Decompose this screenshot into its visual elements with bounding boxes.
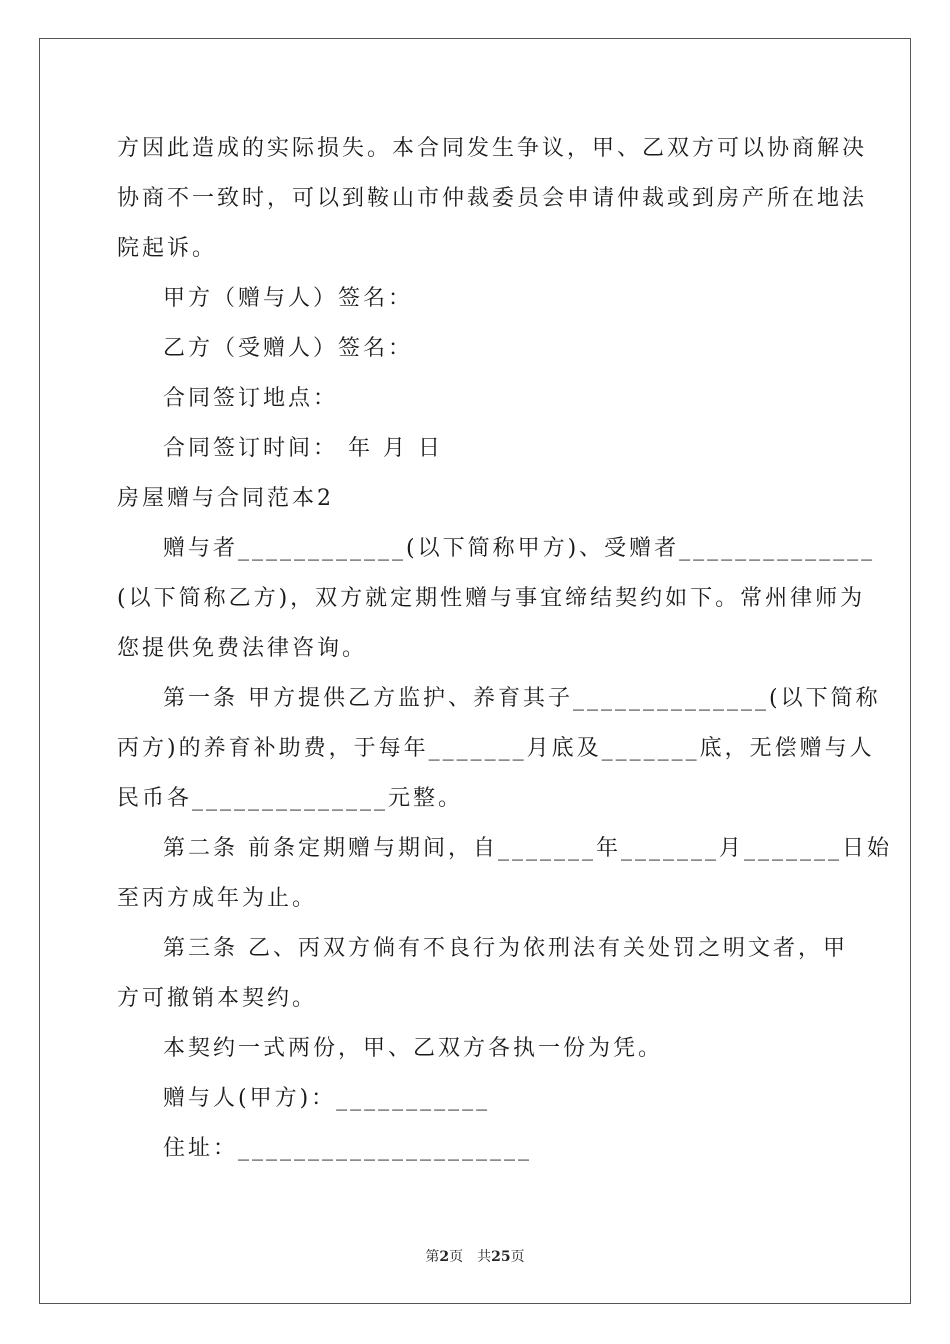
article-3-line: 方可撤销本契约。: [117, 986, 318, 1011]
paragraph-line: 协商不一致时，可以到鞍山市仲裁委员会申请仲裁或到房产所在地法: [117, 186, 868, 211]
paragraph-line: 方因此造成的实际损失。本合同发生争议，甲、乙双方可以协商解决: [117, 136, 868, 161]
copies-line: 本契约一式两份，甲、乙双方各执一份为凭。: [163, 1036, 664, 1061]
document-body: [117, 124, 892, 1174]
paragraph-line: 您提供免费法律咨询。: [117, 636, 368, 661]
article-1-line: 丙方)的养育补助费，于每年_______月底及_______底，无偿赠与人: [117, 736, 875, 761]
article-1-line: 民币各______________元整。: [117, 786, 464, 811]
paragraph-line: 院起诉。: [117, 236, 218, 261]
page-prefix: 第: [425, 1249, 440, 1265]
page-mid: 页 共: [449, 1249, 492, 1265]
page-total: 25: [491, 1249, 511, 1265]
page-footer: [0, 1246, 950, 1266]
section-title: 房屋赠与合同范本2: [117, 486, 334, 511]
paragraph-line: (以下简称乙方)，双方就定期性赠与事宜缔结契约如下。常州律师为: [117, 586, 866, 611]
paragraph-line: 赠与者____________(以下简称甲方)、受赠者______________: [163, 536, 876, 561]
contract-date-line: 合同签订时间： 年 月 日: [163, 436, 443, 461]
signature-line-party-a: 甲方（赠与人）签名：: [163, 286, 414, 311]
signature-line-party-b: 乙方（受赠人）签名：: [163, 336, 414, 361]
donor-signature-line: 赠与人(甲方)：___________: [163, 1086, 491, 1111]
article-2-line: 至丙方成年为止。: [117, 886, 318, 911]
address-line: 住址：_____________________: [163, 1136, 533, 1161]
page-current: 2: [439, 1249, 450, 1265]
article-3-line: 第三条 乙、丙双方倘有不良行为依刑法有关处罚之明文者，甲: [163, 936, 848, 961]
page-suffix: 页: [510, 1249, 525, 1265]
contract-place-line: 合同签订地点：: [163, 386, 339, 411]
article-1-line: 第一条 甲方提供乙方监护、养育其子______________(以下简称: [163, 686, 881, 711]
article-2-line: 第二条 前条定期赠与期间，自_______年_______月_______日始: [163, 836, 892, 861]
